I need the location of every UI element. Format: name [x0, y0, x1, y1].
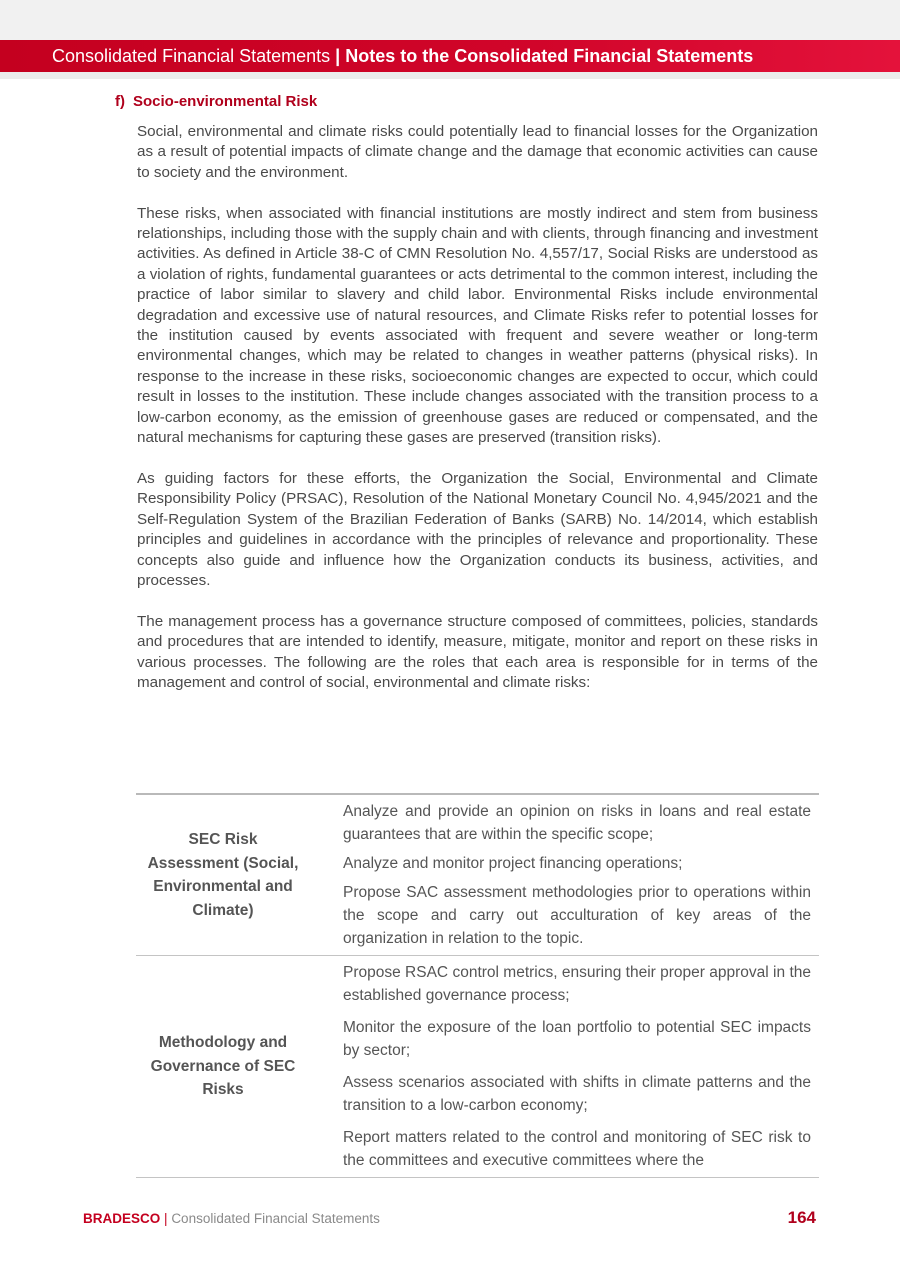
section-title: Socio-environmental Risk: [133, 93, 318, 110]
footer: [83, 1209, 380, 1229]
table-row: [136, 956, 819, 1178]
page-number: 164: [787, 1208, 816, 1227]
footer-separator: |: [164, 1211, 168, 1226]
role-name: SEC Risk Assessment (Social, Environmental and Climate): [136, 794, 310, 956]
paragraph: As guiding factors for these efforts, the Organization the Social, Environmental and Climate Responsibility Policy (PRSAC), Resolution of the National Monetary Council No. 4,945/2021 and the Self-Regulation System of the Brazilian Federation of Banks (SARB) No. 14/2014, which establish principles and guidelines in accordance with the principles of relevance and proportionality. These concepts also guide and influence how the Organization conducts its business, activities, and processes.: [137, 469, 818, 589]
duty-item: Report matters related to the control and monitoring of SEC risk to the committees and executive committees where the: [343, 1129, 811, 1169]
paragraph: Social, environmental and climate risks could potentially lead to financial losses for the Organization as a result of potential impacts of climate change and the damage that economic activities can cause to society and the environment.: [137, 123, 818, 181]
footer-brand: BRADESCO: [83, 1211, 161, 1226]
paragraph: The management process has a governance structure composed of committees, policies, standards and procedures that are intended to identify, measure, mitigate, monitor and report on these risks in various processes. The following are the roles that each area is responsible for in terms of the management and control of social, environmental and climate risks:: [137, 612, 818, 691]
duty-item: Analyze and provide an opinion on risks in loans and real estate guarantees that are within the specific scope;: [343, 803, 811, 843]
header-divider: [0, 72, 900, 79]
role-duties: [310, 956, 819, 1178]
footer-doc-title: Consolidated Financial Statements: [171, 1211, 380, 1226]
duty-item: Propose SAC assessment methodologies prior to operations within the scope and carry out acculturation of key areas of the organization in relation to the topic.: [343, 884, 811, 947]
header-section-title: Notes to the Consolidated Financial Statements: [345, 46, 754, 66]
duty-item: Monitor the exposure of the loan portfolio to potential SEC impacts by sector;: [343, 1019, 811, 1059]
duty-item: Propose RSAC control metrics, ensuring their proper approval in the established governance process;: [343, 964, 811, 1004]
paragraph: These risks, when associated with financial institutions are mostly indirect and stem from business relationships, including those with the supply chain and with clients, through financing and investment activities. As defined in Article 38-C of CMN Resolution No. 4,557/17, Social Risks are understood as a violation of rights, fundamental guarantees or acts detrimental to the common interest, including the practice of labor similar to slavery and child labor. Environmental Risks include environmental degradation and excessive use of natural resources, and Climate Risks refer to potential losses for the institution caused by events associated with frequent and severe weather or long-term environmental changes, which may be related to changes in weather patterns (physical risks). In response to the increase in these risks, socioeconomic changes are expected to occur, which could result in losses to the institution. These include changes associated with the transition process to a low-carbon economy, as the emission of greenhouse gases are reduced or compensated, and the natural mechanisms for capturing these gases are preserved (transition risks).: [137, 204, 818, 447]
role-name: Methodology and Governance of SEC Risks: [136, 956, 310, 1178]
role-duties: [310, 794, 819, 956]
top-margin: [0, 0, 900, 40]
section-heading: [115, 92, 317, 112]
header-banner: [0, 40, 900, 72]
header-doc-title: Consolidated Financial Statements: [52, 46, 331, 66]
table-row: [136, 794, 819, 956]
duty-item: Assess scenarios associated with shifts in climate patterns and the transition to a low-carbon economy;: [343, 1074, 811, 1114]
body-text: [137, 122, 818, 714]
section-letter: f): [115, 93, 125, 110]
header-separator: |: [335, 46, 341, 66]
roles-table: [136, 793, 819, 1178]
duty-item: Analyze and monitor project financing operations;: [343, 855, 683, 872]
